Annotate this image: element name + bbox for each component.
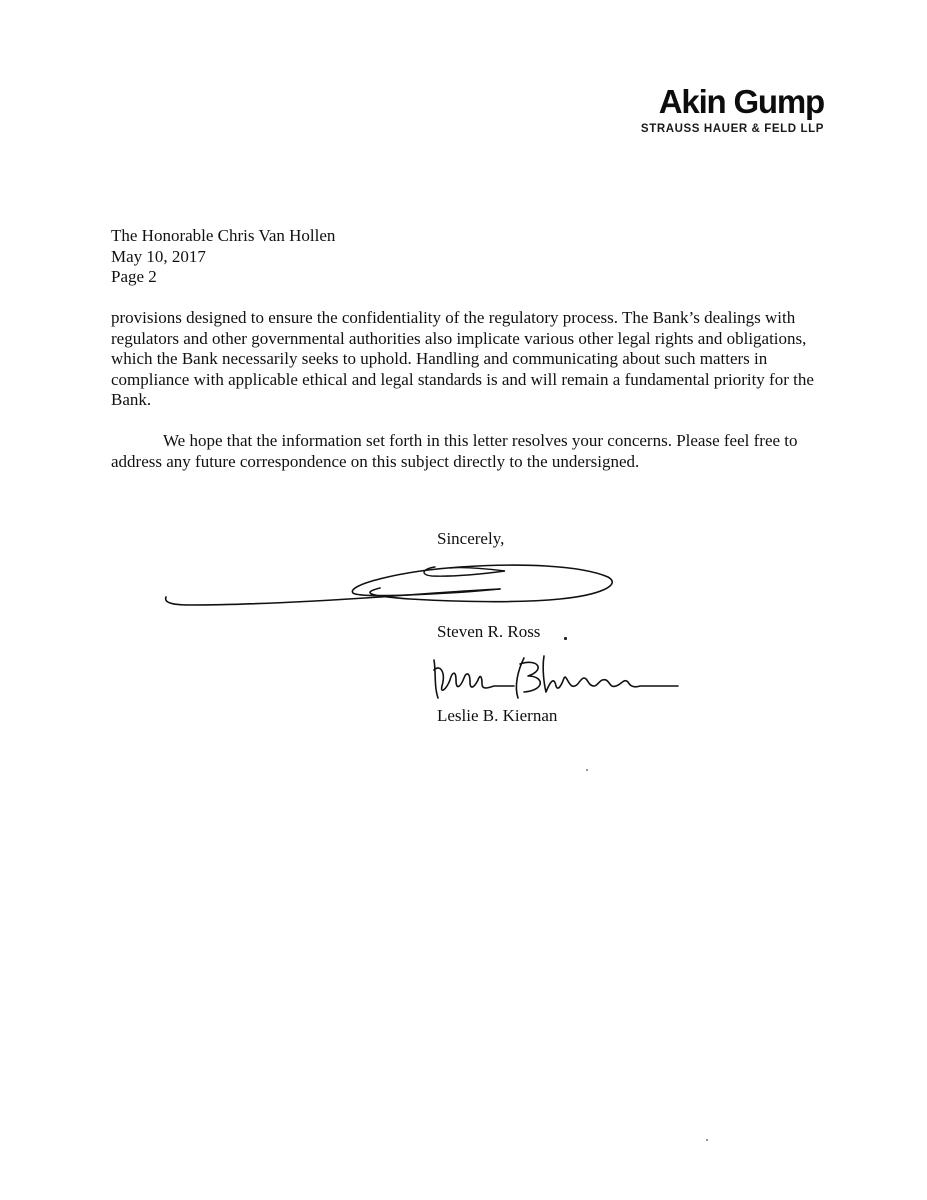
firm-name: Akin Gump — [658, 83, 824, 120]
body-paragraph-2: We hope that the information set forth in this letter resolves your concerns. Please feel free to address any future correspondence on this subject directly to the undersigned. — [111, 431, 798, 471]
body-paragraph-1: provisions designed to ensure the confidentiality of the regulatory process. The Bank’s dealings with regulators and other governmental authorities also implicate various other legal rights and obligations, which the Bank necessarily seeks to uphold. Handling and communicating about such matters in compliance with applicable ethical and legal standards is and will remain a fundamental priority for the Bank. — [111, 308, 814, 409]
letter-body — [111, 308, 821, 472]
signer-name-text-1: Steven R. Ross — [437, 622, 541, 641]
speck — [706, 1139, 708, 1141]
signer-name-1 — [437, 622, 540, 642]
page-number-line: Page 2 — [111, 267, 157, 286]
signature-steven-ross — [160, 555, 620, 615]
signer-name-text-2: Leslie B. Kiernan — [437, 706, 558, 725]
date-line: May 10, 2017 — [111, 246, 206, 266]
firm-subtitle: STRAUSS HAUER & FELD LLP — [640, 123, 824, 135]
recipient-line: The Honorable Chris Van Hollen — [111, 226, 336, 245]
letterhead — [641, 84, 824, 135]
signature-leslie-kiernan — [428, 650, 686, 710]
running-header — [111, 226, 335, 288]
speck — [586, 769, 588, 771]
signer-name-2 — [437, 706, 557, 726]
ink-dot — [564, 637, 567, 640]
closing: Sincerely, — [437, 529, 505, 548]
